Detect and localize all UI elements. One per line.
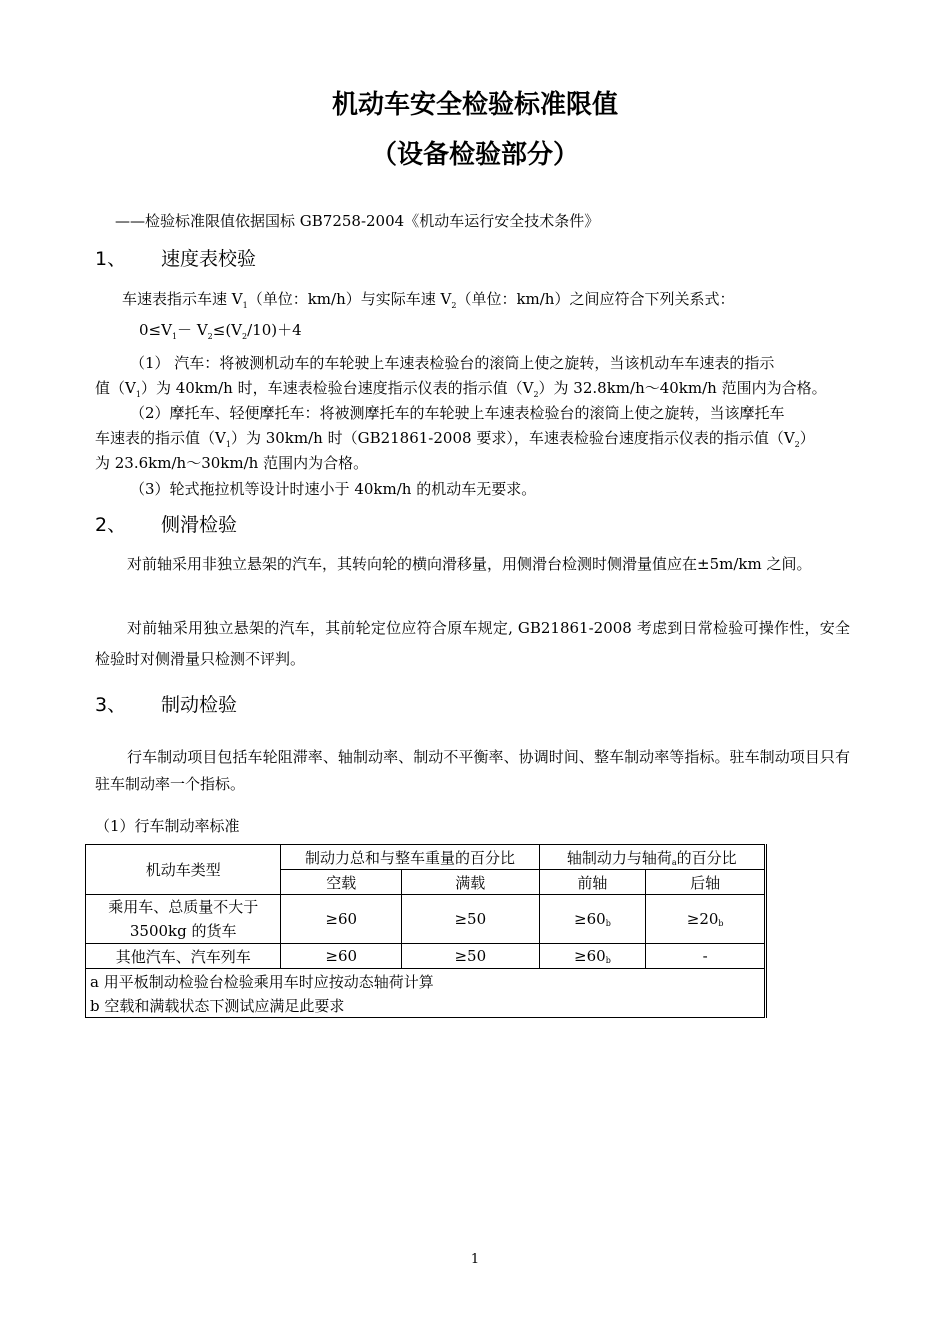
- row-1-front-value: ≥60: [574, 910, 606, 928]
- section-2-title: 侧滑检验: [161, 514, 238, 536]
- intro-sub-2: 2: [451, 301, 457, 310]
- item-1-text-d: ）为 32.8km/h～40km/h 范围内为合格。: [538, 379, 827, 397]
- header-axle-text-a: 轴制动力与轴荷: [566, 848, 672, 867]
- brake-intro: 行车制动项目包括车轮阻滞率、轴制动率、制动不平衡率、协调时间、整车制动率等指标。驻车制动项目只有驻车制动率一个指标。: [95, 748, 850, 793]
- header-rear-axle: 后轴: [646, 870, 766, 895]
- section-2-number: 2、: [95, 514, 127, 536]
- header-total-brake-force: 制动力总和与整车重量的百分比: [281, 845, 539, 870]
- row-2-rear: -: [646, 944, 766, 969]
- sideslip-para-2: 对前轴采用独立悬架的汽车，其前轮定位应符合原车规定, GB21861-2008 考虑到日常检验可操作性，安全检验时对侧滑量只检测不评判。: [95, 619, 850, 668]
- row-1-type-line-1: 乘用车、总质量不大于: [108, 898, 259, 916]
- page-number: 1: [470, 1252, 480, 1267]
- header-axle-text-b: 的百分比: [676, 848, 737, 867]
- row-1-type: [86, 895, 281, 944]
- intro-text-b: （单位：km/h）与实际车速 V: [247, 290, 452, 308]
- intro-text-a: 车速表指示车速 V: [122, 290, 243, 308]
- formula-text-b: － V: [177, 321, 208, 339]
- formula-sub-3: 2: [242, 332, 248, 341]
- row-2-full: ≥50: [402, 944, 540, 969]
- formula-text-a: 0≤V: [139, 321, 172, 339]
- header-full-load: 满载: [402, 870, 540, 895]
- table-caption: （1）行车制动率标准: [95, 817, 240, 835]
- formula-sub-2: 2: [207, 332, 213, 341]
- section-2-heading: [95, 510, 237, 537]
- header-axle-mark: a: [671, 857, 677, 867]
- table-note-row-b: [86, 993, 766, 1018]
- table-note-b: b 空载和满载状态下测试应满足此要求: [86, 993, 766, 1018]
- intro-text-c: （单位：km/h）之间应符合下列关系式：: [456, 290, 735, 308]
- item-2-sub-2: 2: [794, 440, 800, 449]
- page-subtitle: （设备检验部分）: [370, 140, 579, 170]
- table-header-row-1: [86, 845, 766, 870]
- item-2-text-c: ）为 30km/h 时（GB21861-2008 要求），车速表检验台速度指示仪表的指示值（V: [230, 429, 795, 447]
- intro-sub-1: 1: [242, 301, 248, 310]
- formula-text-d: /10)＋4: [247, 321, 302, 339]
- item-1-text-b: 值（V: [95, 379, 136, 397]
- header-axle-brake-force: [539, 845, 765, 870]
- row-1-rear-mark: b: [718, 919, 724, 928]
- section-3-number: 3、: [95, 694, 127, 716]
- row-1-rear: [646, 895, 766, 944]
- item-1-line-1: （1） 汽车：将被测机动车的车轮驶上车速表检验台的滚筒上使之旋转，当该机动车车速表的指示: [130, 354, 775, 372]
- row-1-rear-value: ≥20: [686, 910, 719, 928]
- item-1-text-c: ）为 40km/h 时，车速表检验台速度指示仪表的指示值（V: [140, 379, 534, 397]
- table-row: [86, 944, 766, 969]
- item-1-sub-1: 1: [135, 390, 141, 399]
- section-3-title: 制动检验: [161, 694, 238, 716]
- speed-formula: [139, 319, 302, 348]
- header-front-axle: 前轴: [539, 870, 646, 895]
- formula-text-c: ≤(V: [212, 321, 243, 339]
- row-1-front-mark: b: [605, 919, 611, 928]
- item-2-line-1: （2）摩托车、轻便摩托车：将被测摩托车的车轮驶上车速表检验台的滚筒上使之旋转，当该摩托车: [130, 404, 785, 422]
- row-2-front-value: ≥60: [574, 947, 606, 965]
- standard-basis: ——检验标准限值依据国标 GB7258-2004《机动车运行安全技术条件》: [115, 212, 600, 230]
- section-3-heading: [95, 690, 237, 717]
- row-2-type: 其他汽车、汽车列车: [86, 944, 281, 969]
- item-2-line-3: 为 23.6km/h～30km/h 范围内为合格。: [95, 454, 369, 472]
- row-1-front: [539, 895, 646, 944]
- item-2-sub-1: 1: [225, 440, 231, 449]
- page-title: 机动车安全检验标准限值: [331, 90, 618, 120]
- speed-relation-intro: [122, 288, 734, 317]
- formula-sub-1: 1: [171, 332, 178, 341]
- row-2-empty: ≥60: [281, 944, 402, 969]
- item-1-sub-2: 2: [533, 390, 539, 399]
- row-1-empty: ≥60: [281, 895, 402, 944]
- item-3: （3）轮式拖拉机等设计时速小于 40km/h 的机动车无要求。: [130, 480, 537, 498]
- header-empty-load: 空载: [281, 870, 402, 895]
- row-2-front: [539, 944, 646, 969]
- table-row: [86, 895, 766, 944]
- brake-rate-table: [85, 844, 767, 1018]
- row-2-front-mark: b: [605, 956, 611, 965]
- row-1-full: ≥50: [402, 895, 540, 944]
- sideslip-para-1: 对前轴采用非独立悬架的汽车，其转向轮的横向滑移量，用侧滑台检测时侧滑量值应在±5m/km 之间。: [127, 555, 812, 573]
- section-1-number: 1、: [95, 248, 127, 270]
- table-note-a: a 用平板制动检验台检验乘用车时应按动态轴荷计算: [86, 969, 766, 994]
- item-2-text-b: 车速表的指示值（V: [95, 429, 226, 447]
- section-1-title: 速度表校验: [161, 248, 257, 270]
- section-1-heading: [95, 244, 256, 271]
- item-2-text-d: ）: [799, 429, 815, 447]
- table-note-row-a: [86, 969, 766, 994]
- header-vehicle-type: 机动车类型: [86, 845, 281, 895]
- row-1-type-line-2: 3500kg 的货车: [129, 922, 237, 940]
